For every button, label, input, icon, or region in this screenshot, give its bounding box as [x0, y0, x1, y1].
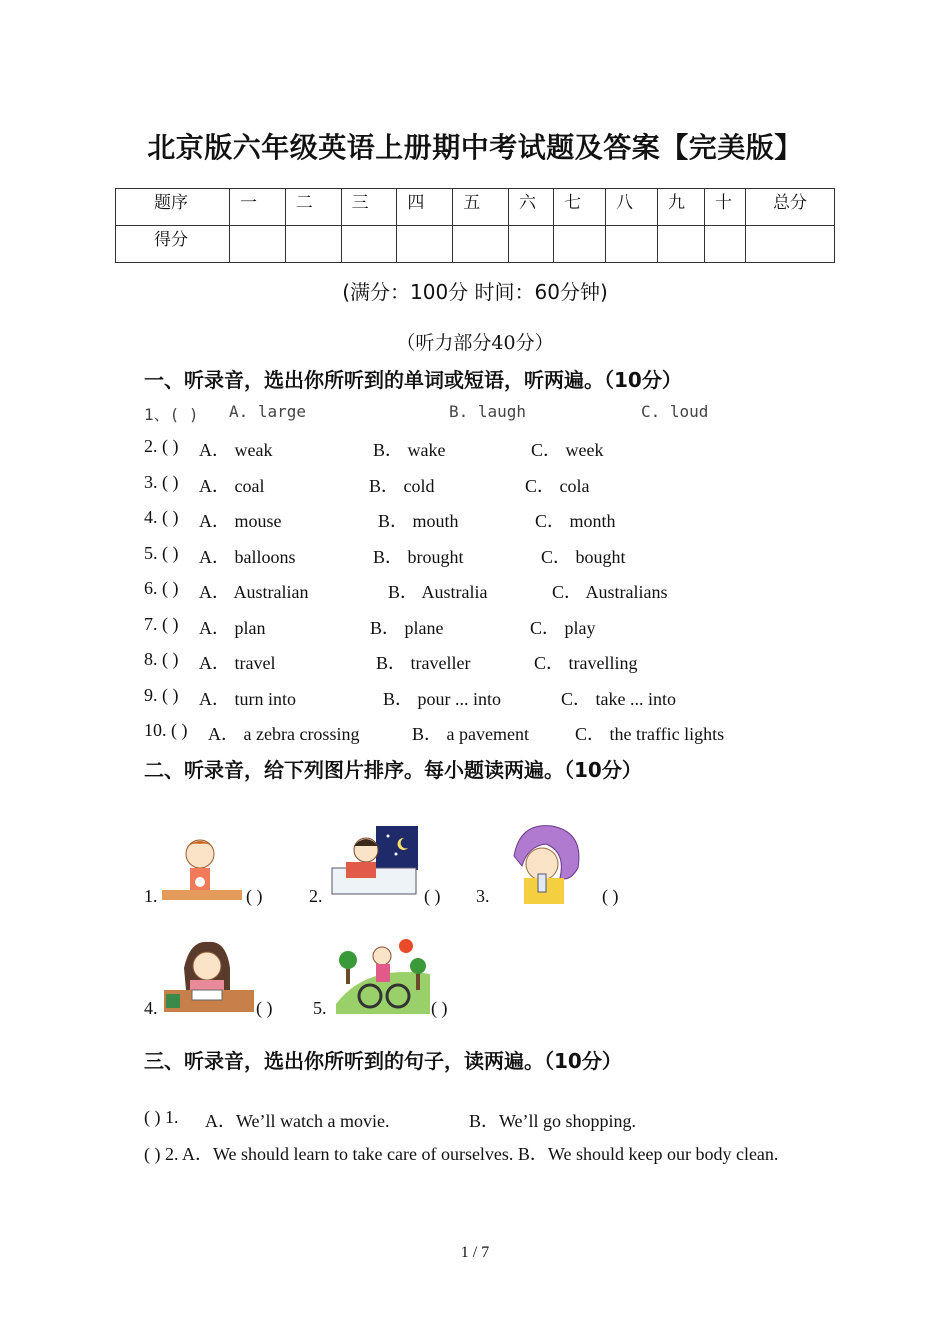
score-cell[interactable] [554, 226, 606, 263]
option-c: C. loud [641, 402, 709, 421]
question-1 [144, 402, 844, 428]
cell-header-total: 总分 [746, 189, 835, 226]
cell-header-4: 四 [397, 189, 453, 226]
cell-header-5: 五 [453, 189, 509, 226]
girl-at-table-picture [160, 832, 244, 906]
option-b: B． mouth [378, 511, 459, 531]
question-number[interactable]: 8. ( ) [144, 649, 179, 669]
document-title: 北京版六年级英语上册期中考试题及答案【完美版】 [147, 131, 803, 164]
girl-drinking-picture [500, 822, 584, 904]
score-cell[interactable] [285, 226, 341, 263]
option-a: A．We’ll watch a movie. [205, 1111, 390, 1131]
score-cell[interactable] [606, 226, 658, 263]
option-a: A． balloons [199, 547, 296, 567]
cell-header-6: 六 [509, 189, 554, 226]
question-number[interactable]: 3. ( ) [144, 472, 179, 492]
score-cell[interactable] [658, 226, 705, 263]
option-c: C． travelling [534, 653, 638, 673]
page-number: 1 / 7 [460, 1244, 490, 1261]
cell-header-3: 三 [341, 189, 397, 226]
picture-label-1: 1. [144, 886, 158, 906]
option-b: B． plane [370, 618, 444, 638]
score-table-header-row [116, 189, 835, 226]
section3-heading: 三、听录音，选出你所听到的句子，读两遍。（10分） [144, 1049, 622, 1073]
option-c: C． month [535, 511, 616, 531]
option-b: B． pour ... into [383, 689, 502, 709]
sentence-question-2: ( ) 2. A．We should learn to take care of ourselves. B．We should keep our body clean. [144, 1144, 779, 1164]
question-number[interactable]: 2. ( ) [144, 436, 179, 456]
listening-part-label: （听力部分40分） [396, 332, 554, 354]
question-number[interactable]: 1、( ) [144, 405, 199, 424]
option-a: A． coal [199, 476, 265, 496]
girl-writing-picture [160, 940, 256, 1016]
boy-cycling-picture [336, 934, 430, 1014]
answer-blank-4[interactable]: ( ) [256, 998, 273, 1018]
picture-label-5: 5. [313, 998, 327, 1018]
question-number[interactable]: 7. ( ) [144, 614, 179, 634]
option-a: A． a zebra crossing [208, 724, 360, 744]
question-2 [144, 436, 844, 462]
question-number[interactable]: 5. ( ) [144, 543, 179, 563]
option-b: B． brought [373, 547, 464, 567]
option-c: C． cola [525, 476, 590, 496]
option-b: B． a pavement [412, 724, 529, 744]
option-c: C． Australians [552, 582, 668, 602]
option-c: C． week [531, 440, 604, 460]
score-cell[interactable] [509, 226, 554, 263]
question-7 [144, 614, 844, 640]
score-table-score-row [116, 226, 835, 263]
option-b: B．We’ll go shopping. [469, 1111, 637, 1131]
score-time-info: (满分：100分 时间：60分钟) [342, 280, 608, 304]
section1-heading: 一、听录音，选出你所听到的单词或短语，听两遍。（10分） [144, 368, 682, 392]
option-a: A． plan [199, 618, 266, 638]
answer-blank-5[interactable]: ( ) [431, 998, 448, 1018]
question-number[interactable]: 6. ( ) [144, 578, 179, 598]
section2-heading: 二、听录音，给下列图片排序。每小题读两遍。（10分） [144, 758, 642, 782]
option-a: A． travel [199, 653, 276, 673]
score-cell[interactable] [341, 226, 397, 263]
cell-header-9: 九 [658, 189, 705, 226]
option-a: A． turn into [199, 689, 296, 709]
option-b: B． Australia [388, 582, 488, 602]
sentence-question-1 [144, 1107, 844, 1133]
option-a: A. large [229, 402, 307, 421]
option-c: C． the traffic lights [575, 724, 725, 744]
option-a: A． mouse [199, 511, 282, 531]
question-3 [144, 472, 844, 498]
cell-header-1: 一 [230, 189, 286, 226]
answer-blank-1[interactable]: ( ) [246, 886, 263, 906]
score-cell[interactable] [397, 226, 453, 263]
cell-score-label: 得分 [116, 226, 230, 263]
cell-header-2: 二 [285, 189, 341, 226]
option-a: A． weak [199, 440, 273, 460]
score-cell[interactable] [746, 226, 835, 263]
answer-blank-3[interactable]: ( ) [602, 886, 619, 906]
question-number[interactable]: 4. ( ) [144, 507, 179, 527]
score-table [115, 188, 835, 263]
option-b: B． cold [369, 476, 435, 496]
answer-blank-2[interactable]: ( ) [424, 886, 441, 906]
cell-header-7: 七 [554, 189, 606, 226]
option-a: A． Australian [199, 582, 309, 602]
picture-label-2: 2. [309, 886, 323, 906]
score-cell[interactable] [230, 226, 286, 263]
option-b: B． wake [373, 440, 446, 460]
question-4 [144, 507, 844, 533]
question-number[interactable]: ( ) 1. [144, 1107, 179, 1127]
score-cell[interactable] [705, 226, 746, 263]
cell-header-10: 十 [705, 189, 746, 226]
option-b: B． traveller [376, 653, 471, 673]
option-b: B. laugh [449, 402, 527, 421]
question-9 [144, 685, 844, 711]
picture-label-3: 3. [476, 886, 490, 906]
question-number[interactable]: 10. ( ) [144, 720, 188, 740]
option-c: C． take ... into [561, 689, 676, 709]
question-number[interactable]: 9. ( ) [144, 685, 179, 705]
question-6 [144, 578, 844, 604]
cell-header-label: 题序 [116, 189, 230, 226]
question-5 [144, 543, 844, 569]
question-8 [144, 649, 844, 675]
question-10 [144, 720, 844, 746]
option-c: C． play [530, 618, 596, 638]
picture-label-4: 4. [144, 998, 158, 1018]
cell-header-8: 八 [606, 189, 658, 226]
boy-reading-at-night-picture [326, 824, 420, 904]
score-cell[interactable] [453, 226, 509, 263]
option-c: C． bought [541, 547, 626, 567]
